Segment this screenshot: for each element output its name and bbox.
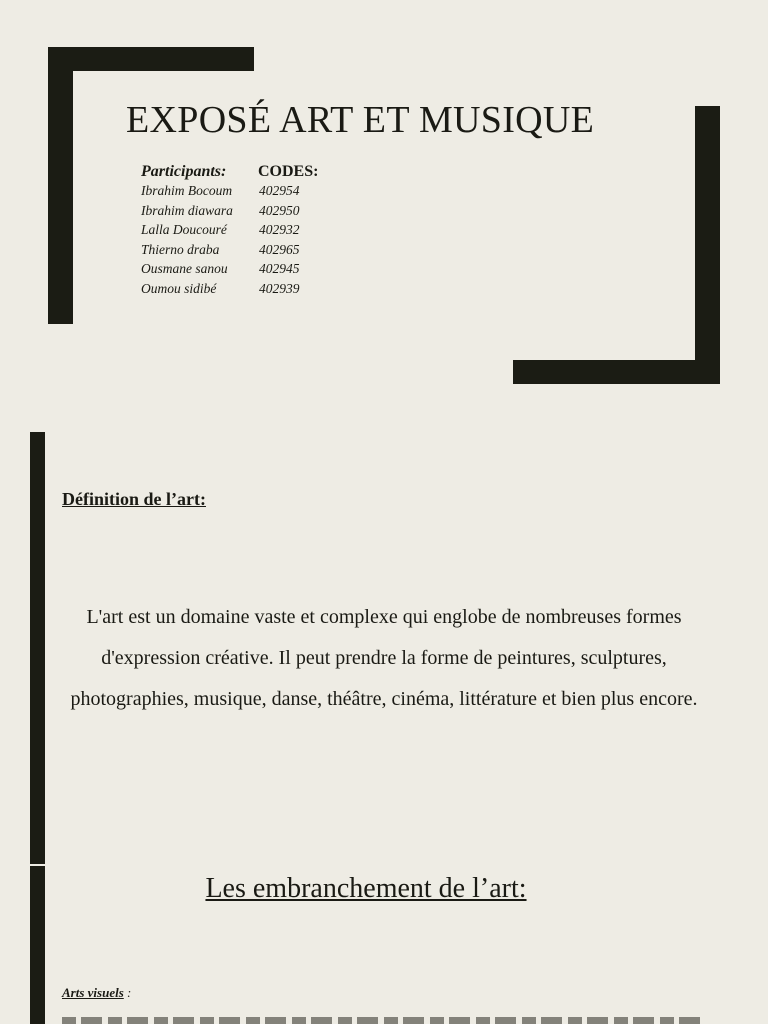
frame-bottom-right-vertical [695, 106, 720, 384]
arts-visuels-label: Arts visuels [62, 985, 124, 1000]
definition-text: L'art est un domaine vaste et complexe qui englobe de nombreuses formes d'expression créative. Il peut prendre la forme de peintures, sculptures, photographies, musique, danse, théâtre, cinéma, littérature et bien plus encore. [70, 606, 698, 710]
participant-code: 402939 [259, 280, 300, 296]
participant-row [141, 281, 401, 301]
participant-name: Thierno draba [141, 241, 220, 257]
frame-bottom-right-horizontal [513, 360, 720, 384]
arts-visuels-colon: : [123, 985, 132, 1000]
participant-name: Lalla Doucouré [141, 222, 227, 237]
codes-label: CODES: [258, 163, 319, 180]
truncated-text-line [62, 1017, 702, 1024]
participant-name: Oumou sidibé [141, 280, 217, 296]
participant-row [141, 203, 401, 223]
participant-code: 402950 [259, 202, 300, 218]
frame-top-left-vertical [48, 47, 73, 324]
definition-slide [0, 432, 768, 1024]
cover-slide [0, 0, 768, 420]
page-title: EXPOSÉ ART ET MUSIQUE [126, 99, 595, 141]
participants-header [141, 163, 401, 183]
arts-visuels-heading [62, 985, 131, 1001]
participant-row [141, 242, 401, 262]
participant-code: 402965 [259, 241, 300, 257]
left-accent-bar [30, 432, 45, 864]
participants-label: Participants: [141, 163, 227, 180]
definition-heading: Définition de l’art: [62, 489, 206, 509]
frame-top-left-horizontal [48, 47, 254, 71]
branches-heading: Les embranchement de l’art: [205, 873, 527, 904]
participant-row [141, 222, 401, 242]
participant-code: 402932 [259, 222, 300, 237]
participant-code: 402954 [259, 183, 300, 198]
participant-row [141, 183, 401, 203]
participant-row [141, 261, 401, 281]
participant-name: Ibrahim Bocoum [141, 183, 233, 198]
participant-name: Ousmane sanou [141, 261, 228, 276]
participant-code: 402945 [259, 261, 300, 276]
participant-name: Ibrahim diawara [141, 202, 233, 218]
participants-table [141, 163, 401, 300]
